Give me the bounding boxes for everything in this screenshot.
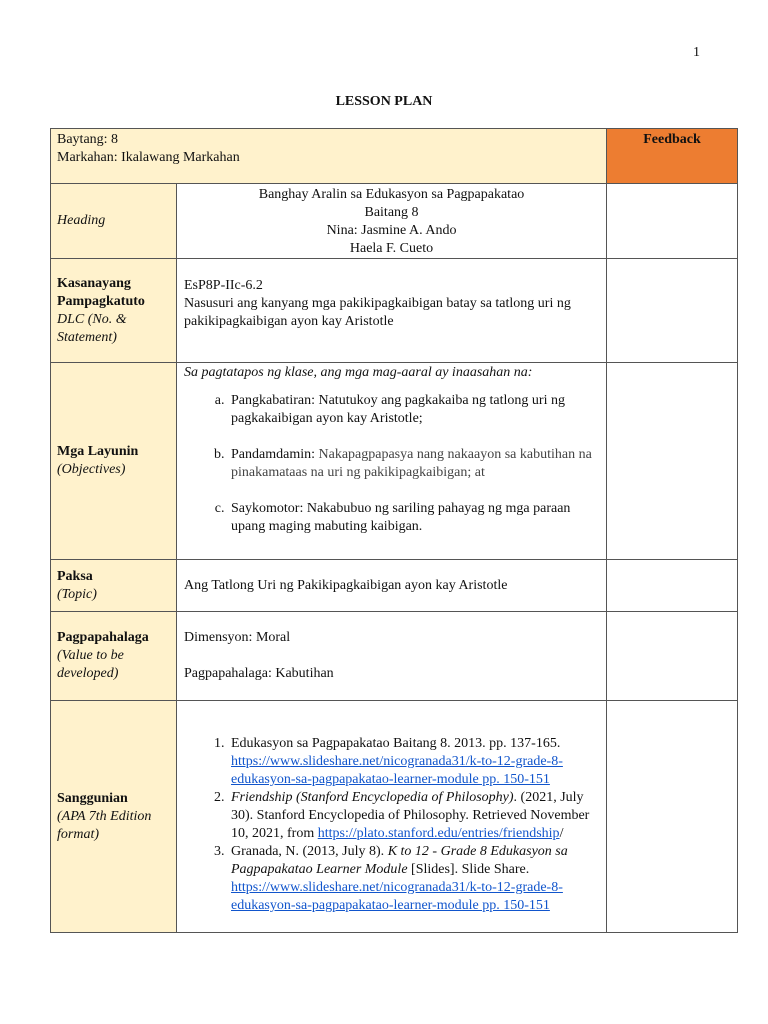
heading-line: Haela F. Cueto	[349, 241, 434, 256]
objective-prefix: Pangkabatiran:	[231, 393, 319, 408]
reference-title: K to 12 - Grade 8 Edukasyon sa Pagpapakatao Learner Module	[231, 844, 568, 877]
value-text: Pagpapahalaga: Kabutihan	[184, 666, 334, 681]
kasanayang-label-2: Pampagkatuto	[57, 293, 145, 309]
heading-line: Baitang 8	[364, 205, 419, 220]
feedback-cell	[607, 701, 738, 933]
objective-item	[228, 392, 599, 428]
grade-quarter-cell	[51, 129, 607, 184]
feedback-cell	[607, 184, 738, 259]
objectives-list	[184, 392, 599, 536]
reference-title: Friendship (Stanford Encyclopedia of Philosophy)	[231, 790, 514, 805]
heading-line: Nina: Jasmine A. Ando	[326, 223, 457, 238]
sanggunian-label	[51, 701, 177, 933]
reference-link[interactable]: https://www.slideshare.net/nicogranada31/k-to-12-grade-8-edukasyon-sa-pagpapakatao-learner-module pp. 150-151	[231, 754, 563, 787]
paksa-label-bold: Paksa	[57, 568, 93, 584]
kasanayang-label-italic: DLC (No. & Statement)	[57, 311, 127, 345]
reference-text: Edukasyon sa Pagpapakatao Baitang 8. 2013. pp. 137-165.	[231, 736, 561, 751]
baitang-text: Baytang: 8	[57, 132, 119, 147]
layunin-content	[177, 363, 607, 560]
reference-link[interactable]: https://plato.stanford.edu/entries/friendship	[317, 826, 560, 841]
reference-author: Granada, N. (2013, July 8).	[231, 844, 388, 859]
paksa-content: Ang Tatlong Uri ng Pakikipagkaibigan ayon kay Aristotle	[177, 560, 607, 612]
feedback-cell	[607, 612, 738, 701]
heading-line: Banghay Aralin sa Edukasyon sa Pagpapakatao	[258, 187, 525, 202]
objective-item	[228, 500, 599, 536]
references-list	[184, 735, 599, 915]
objective-text: Nakabubuo ng sariling pahayag ng mga paraan upang maging mabuting kaibigan.	[231, 501, 571, 534]
lesson-plan-table	[50, 128, 738, 933]
objective-prefix: Saykomotor:	[231, 501, 307, 516]
header-row	[51, 129, 738, 184]
objective-text: Natutukoy ang pagkakaiba ng tatlong uri ng pagkakaibigan ayon kay Aristotle;	[231, 393, 565, 426]
kasanayang-content	[177, 259, 607, 363]
kasanayang-label-1: Kasanayang	[57, 275, 131, 291]
reference-item	[228, 789, 599, 843]
paksa-label	[51, 560, 177, 612]
layunin-row	[51, 363, 738, 560]
layunin-label-bold: Mga Layunin	[57, 444, 139, 459]
paksa-row	[51, 560, 738, 612]
heading-label: Heading	[51, 184, 177, 259]
kasanayang-label	[51, 259, 177, 363]
objectives-intro: Sa pagtatapos ng klase, ang mga mag-aaral ay inaasahan na:	[184, 365, 533, 380]
reference-item	[228, 843, 599, 915]
feedback-header: Feedback	[607, 129, 738, 184]
feedback-cell	[607, 363, 738, 560]
markahan-text: Markahan: Ikalawang Markahan	[57, 150, 240, 165]
sanggunian-label-bold: Sanggunian	[57, 790, 128, 806]
heading-row	[51, 184, 738, 259]
layunin-label	[51, 363, 177, 560]
reference-item	[228, 735, 599, 789]
layunin-label-italic: (Objectives)	[57, 462, 126, 477]
reference-suffix: /	[559, 826, 564, 841]
dimensyon-text: Dimensyon: Moral	[184, 630, 291, 645]
sanggunian-row	[51, 701, 738, 933]
pagpapahalaga-label-italic: (Value to be developed)	[57, 648, 124, 681]
heading-content	[177, 184, 607, 259]
pagpapahalaga-label	[51, 612, 177, 701]
objective-text: Nakapagpapasya nang nakaayon sa kabutihan na pinakamataas na uri ng pakikipagkaibigan; at	[231, 447, 592, 480]
pagpapahalaga-content	[177, 612, 607, 701]
reference-link[interactable]: https://www.slideshare.net/nicogranada31/k-to-12-grade-8-edukasyon-sa-pagpapakatao-learner-module pp. 150-151	[231, 880, 563, 913]
dlc-code: EsP8P-IIc-6.2	[184, 278, 263, 293]
dlc-statement: Nasusuri ang kanyang mga pakikipagkaibigan batay sa tatlong uri ng pakikipagkaibigan ayon kay Aristotle	[184, 296, 571, 329]
page-title: LESSON PLAN	[335, 94, 433, 109]
objective-prefix: Pandamdamin:	[231, 447, 319, 462]
paksa-label-italic: (Topic)	[57, 586, 97, 602]
pagpapahalaga-label-bold: Pagpapahalaga	[57, 630, 149, 645]
reference-text: [Slides]. Slide Share.	[407, 862, 530, 877]
objective-item	[228, 446, 599, 482]
sanggunian-content	[177, 701, 607, 933]
kasanayang-row	[51, 259, 738, 363]
feedback-cell	[607, 560, 738, 612]
reference-text: . (2021, July 30). Stanford Encyclopedia of Philosophy. Retrieved November 10, 2021, from	[231, 790, 590, 841]
feedback-cell	[607, 259, 738, 363]
page-number: 1	[693, 45, 700, 60]
sanggunian-label-italic: (APA 7th Edition format)	[57, 808, 152, 842]
pagpapahalaga-row	[51, 612, 738, 701]
